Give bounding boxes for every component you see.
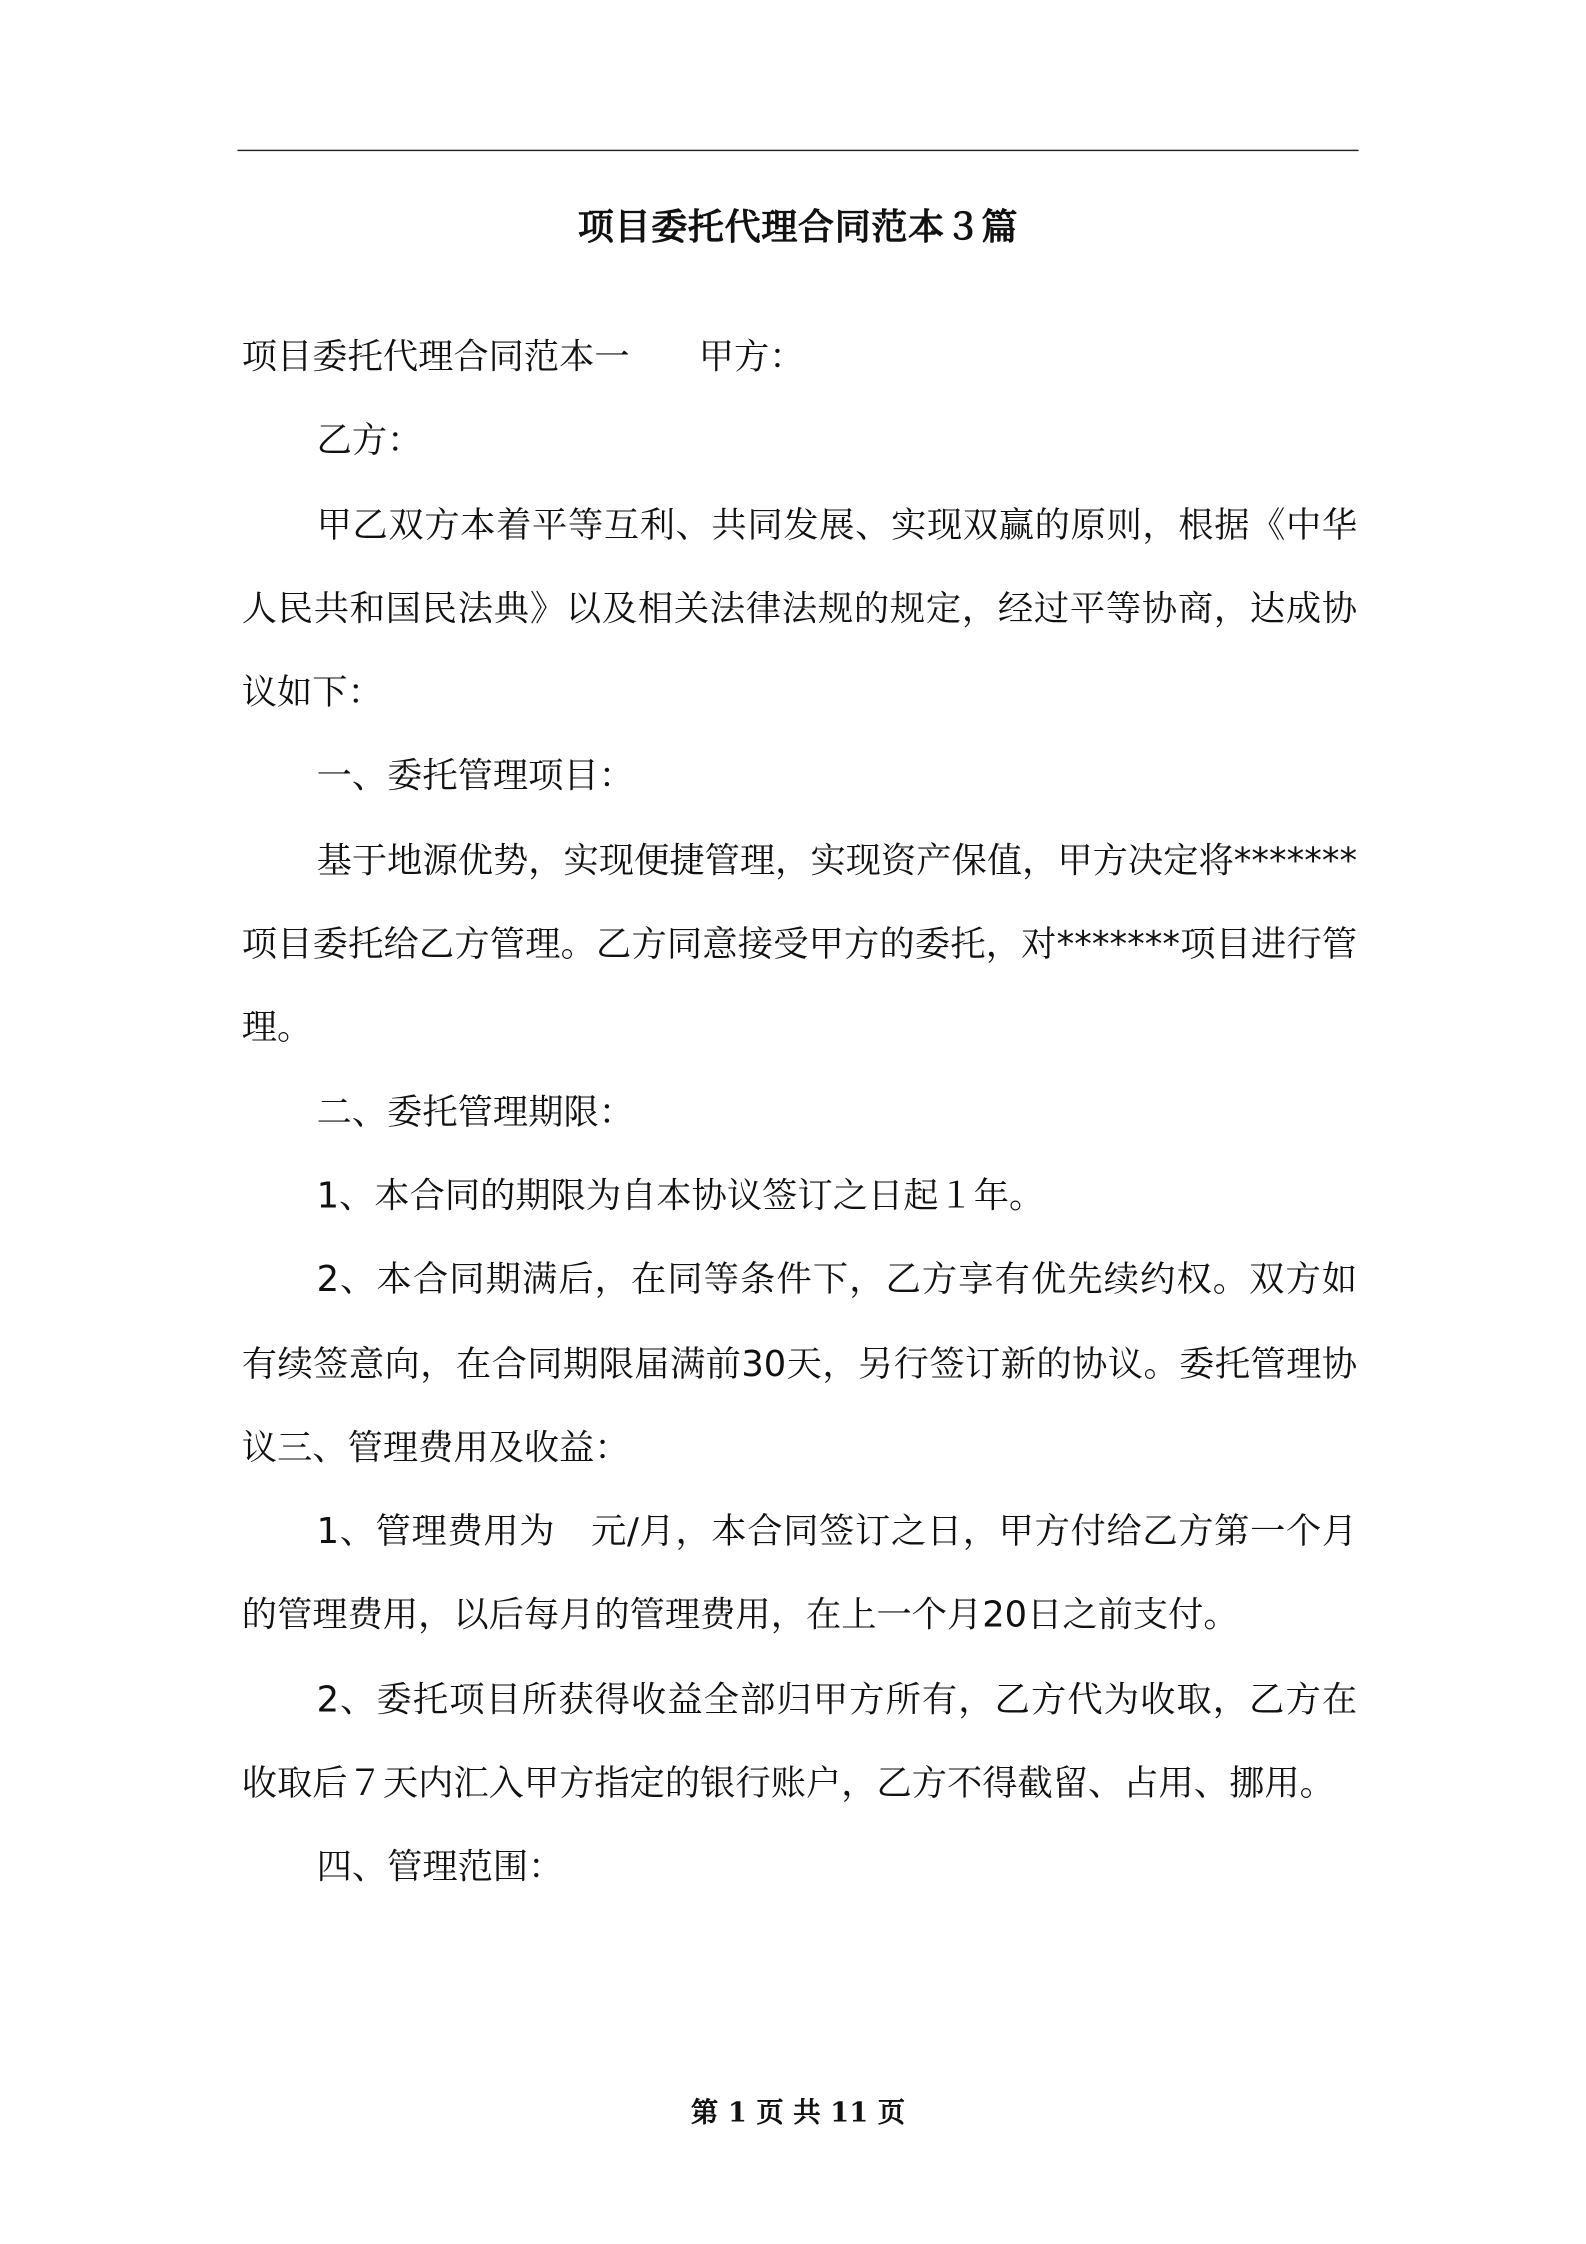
party-b-label: 乙方： bbox=[316, 419, 423, 462]
document-body bbox=[242, 315, 1357, 1909]
total-pages: 11 bbox=[830, 2097, 869, 2129]
page-label-middle: 页 共 bbox=[756, 2097, 821, 2129]
clause-2-2: 2、本合同期满后，在同等条件下，乙方享有优先续约权。双方如有续签意向，在合同期限届满前30天，另行签订新的协议。委托管理协议三、管理费用及收益： bbox=[241, 1258, 1358, 1468]
page-label-suffix: 页 bbox=[877, 2097, 906, 2129]
clause-2-1: 1、本合同的期限为自本协议签订之日起１年。 bbox=[316, 1174, 1045, 1217]
page-label-prefix: 第 bbox=[690, 2097, 719, 2129]
paragraph-subtitle bbox=[242, 315, 1357, 399]
paragraph-preamble: 甲乙双方本着平等互利、共同发展、实现双赢的原则，根据《中华人民共和国民法典》以及相关法律法规的规定，经过平等协商，达成协议如下： bbox=[241, 503, 1358, 713]
page-number: 1 bbox=[727, 2097, 747, 2129]
paragraph-section-1: 基于地源优势，实现便捷管理，实现资产保值，甲方决定将*******项目委托给乙方管理。乙方同意接受甲方的委托，对*******项目进行管理。 bbox=[241, 838, 1358, 1049]
party-a-label: 甲方： bbox=[698, 335, 805, 378]
section-heading-2: 二、委托管理期限： bbox=[316, 1090, 634, 1133]
contract-subtitle: 项目委托代理合同范本一 bbox=[241, 335, 630, 378]
page-footer bbox=[237, 2091, 1358, 2134]
document-title: 项目委托代理合同范本３篇 bbox=[577, 205, 1019, 248]
clause-3-2: 2、委托项目所获得收益全部归甲方所有，乙方代为收取，乙方在收取后７天内汇入甲方指定的银行账户，乙方不得截留、占用、挪用。 bbox=[241, 1677, 1358, 1804]
clause-3-1: 1、管理费用为 元/月，本合同签订之日，甲方付给乙方第一个月的管理费用，以后每月的管理费用，在上一个月20日之前支付。 bbox=[241, 1510, 1358, 1636]
section-heading-4: 四、管理范围： bbox=[316, 1845, 564, 1888]
section-heading-1: 一、委托管理项目： bbox=[316, 754, 634, 797]
header-rule bbox=[237, 150, 1358, 151]
